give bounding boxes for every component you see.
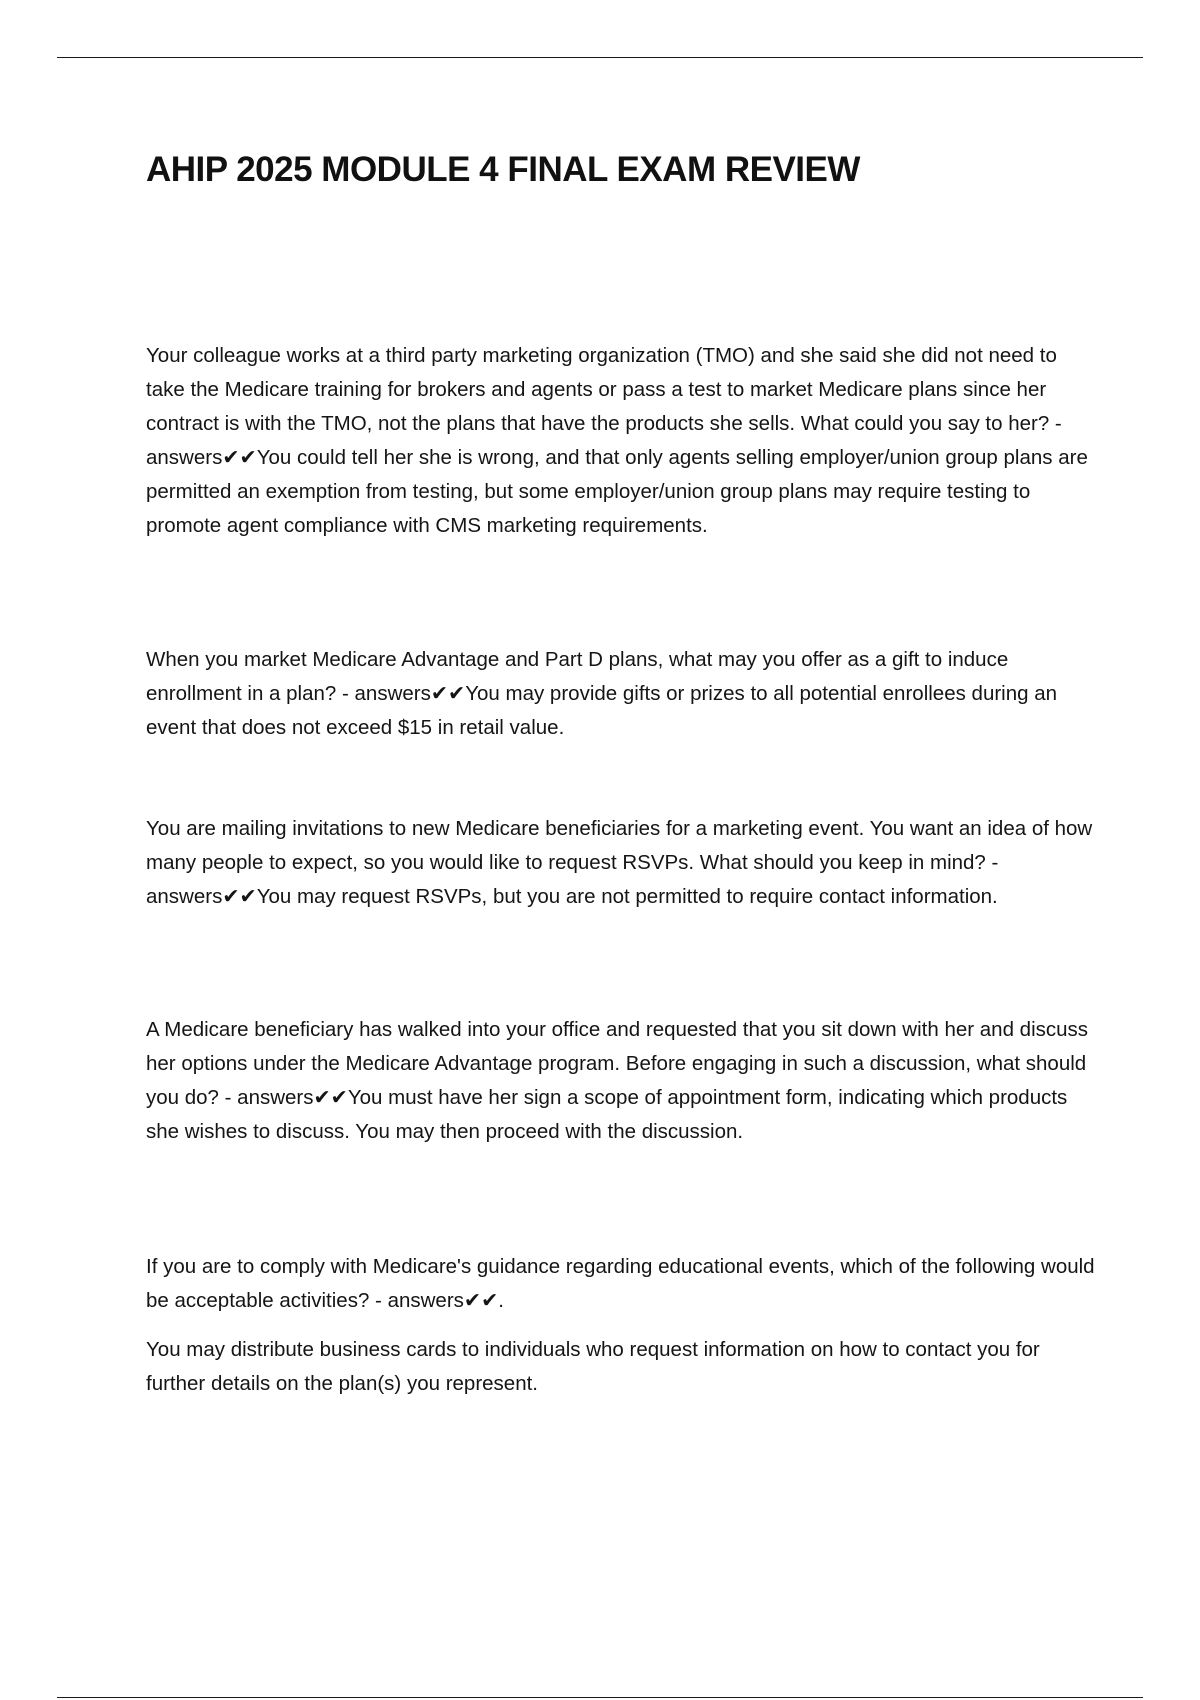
answer-continuation-paragraph: You may distribute business cards to individuals who request information on how to contact you for further details on the plan(s) you represent. bbox=[146, 1338, 1040, 1395]
question-paragraph-4: A Medicare beneficiary has walked into your office and requested that you sit down with her and discuss her options under the Medicare Advantage program. Before engaging in such a discussion, what should you do? - answers✔✔You must have her sign a scope of appointment form, indicating which products she wishes to discuss. You may then proceed with the discussion. bbox=[146, 1018, 1089, 1143]
question-paragraph-1: Your colleague works at a third party marketing organization (TMO) and she said she did not need to take the Medicare training for brokers and agents or pass a test to market Medicare plans since her contract is with the TMO, not the plans that have the products she sells. What could you say to her? - answers✔✔You could tell her she is wrong, and that only agents selling employer/union group plans are permitted an exemption from testing, but some employer/union group plans may require testing to promote agent compliance with CMS marketing requirements. bbox=[146, 344, 1088, 537]
question-paragraph-5: If you are to comply with Medicare's guidance regarding educational events, which of the following would be acceptable activities? - answers✔✔. bbox=[146, 1255, 1095, 1312]
bottom-divider bbox=[57, 1697, 1143, 1698]
question-paragraph-2: When you market Medicare Advantage and Part D plans, what may you offer as a gift to induce enrollment in a plan? - answers✔✔You may provide gifts or prizes to all potential enrollees during an event that does not exceed $15 in retail value. bbox=[146, 648, 1058, 739]
document-title: AHIP 2025 MODULE 4 FINAL EXAM REVIEW bbox=[146, 150, 860, 189]
question-paragraph-3: You are mailing invitations to new Medicare beneficiaries for a marketing event. You want an idea of how many people to expect, so you would like to request RSVPs. What should you keep in mind? - answers✔✔You may request RSVPs, but you are not permitted to require contact information. bbox=[146, 817, 1093, 908]
top-divider bbox=[57, 57, 1143, 58]
